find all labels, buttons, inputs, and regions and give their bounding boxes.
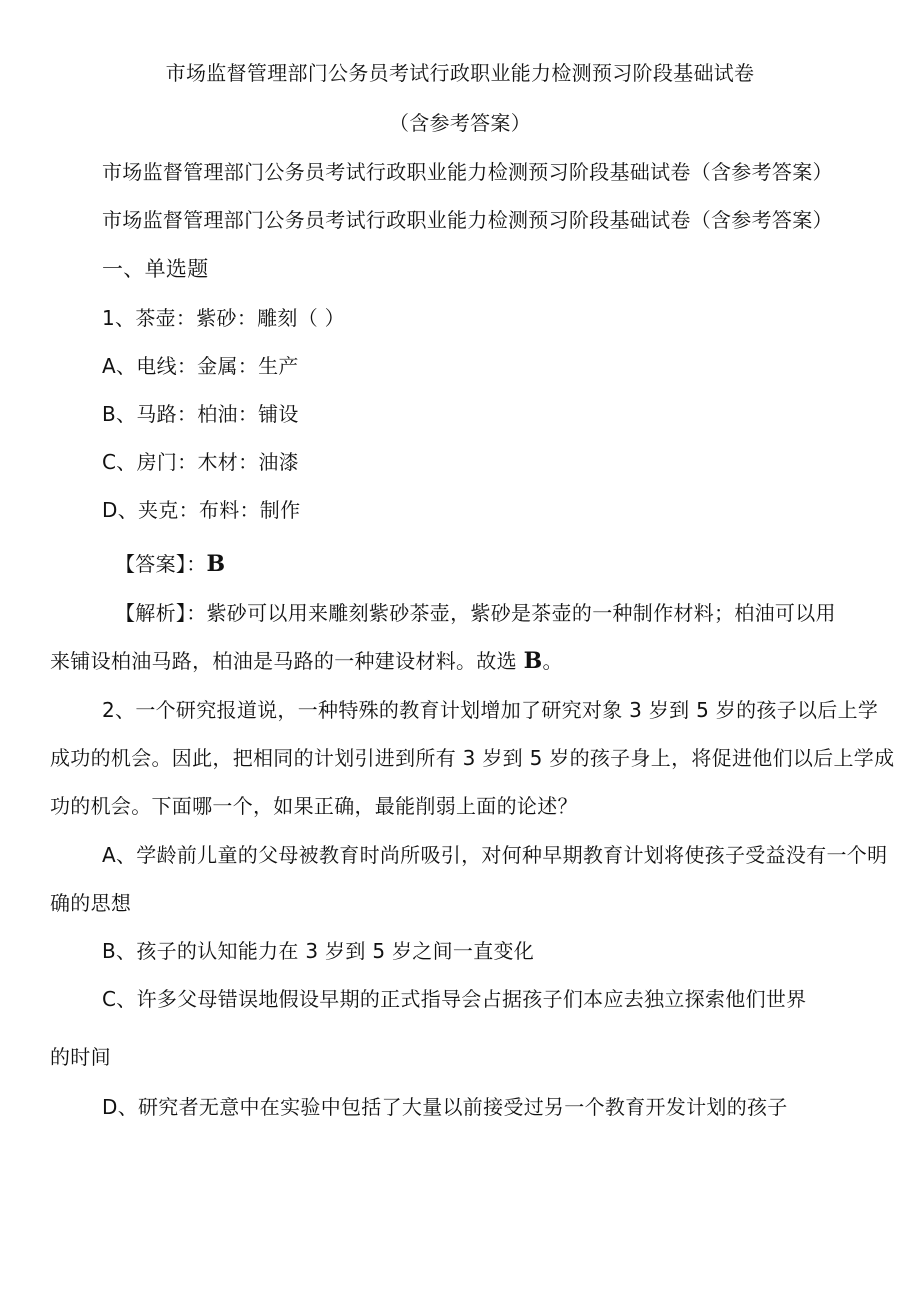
q2-option-c-line-2: 的时间 [50, 1045, 111, 1069]
q1-option-a: A、电线：金属：生产 [102, 354, 299, 378]
analysis-answer: B [523, 648, 543, 674]
q2-option-a-line-1: A、学龄前儿童的父母被教育时尚所吸引，对何种早期教育计划将使孩子受益没有一个明 [102, 843, 888, 867]
doc-title-suffix: （含参考答案） [388, 111, 532, 135]
analysis-end: 。 [542, 649, 563, 673]
section-heading: 一、单选题 [102, 257, 209, 281]
q1-option-b: B、马路：柏油：铺设 [102, 402, 299, 426]
q1-option-c: C、房门：木材：油漆 [102, 450, 299, 474]
answer-value: B [206, 551, 226, 577]
q1-option-d: D、夹克：布料：制作 [102, 498, 301, 522]
q2-stem-line-3: 功的机会。下面哪一个，如果正确，最能削弱上面的论述？ [50, 794, 578, 818]
subtitle-2: 市场监督管理部门公务员考试行政职业能力检测预习阶段基础试卷（含参考答案） [102, 208, 833, 232]
doc-title: 市场监督管理部门公务员考试行政职业能力检测预习阶段基础试卷 [165, 61, 755, 85]
q2-option-c-line-1: C、许多父母错误地假设早期的正式指导会占据孩子们本应去独立探索他们世界 [102, 987, 807, 1011]
q2-stem-line-1: 2、一个研究报道说，一种特殊的教育计划增加了研究对象 3 岁到 5 岁的孩子以后上学 [102, 698, 879, 722]
q2-option-d: D、研究者无意中在实验中包括了大量以前接受过另一个教育开发计划的孩子 [102, 1095, 788, 1119]
q1-answer [115, 551, 225, 577]
answer-label: 【答案】： [115, 552, 207, 576]
q1-analysis-line-1: 【解析】：紫砂可以用来雕刻紫砂茶壶，紫砂是茶壶的一种制作材料；柏油可以用 [115, 601, 836, 625]
q2-option-a-line-2: 确的思想 [50, 891, 132, 915]
q2-stem-line-2: 成功的机会。因此，把相同的计划引进到所有 3 岁到 5 岁的孩子身上，将促进他们以后上学成 [50, 746, 895, 770]
subtitle-1: 市场监督管理部门公务员考试行政职业能力检测预习阶段基础试卷（含参考答案） [102, 160, 833, 184]
q1-stem: 1、茶壶：紫砂：雕刻（ ） [102, 306, 345, 330]
q1-analysis-line-2 [50, 648, 563, 674]
analysis-text: 来铺设柏油马路，柏油是马路的一种建设材料。故选 [50, 649, 524, 673]
q2-option-b: B、孩子的认知能力在 3 岁到 5 岁之间一直变化 [102, 939, 535, 963]
